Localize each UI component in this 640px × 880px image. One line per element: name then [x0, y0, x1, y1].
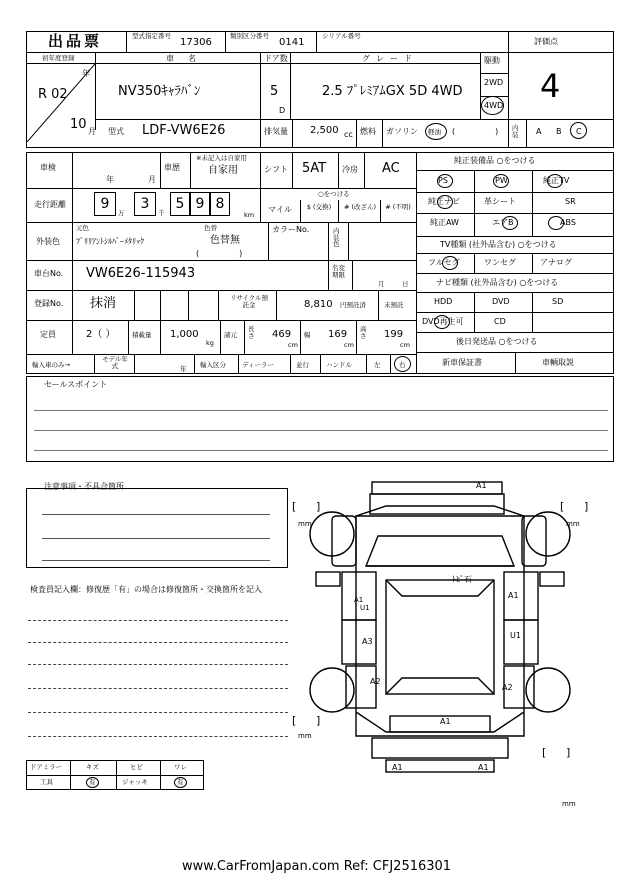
navi-r1-c2: DVD	[492, 297, 510, 306]
legend-r2: 有	[89, 778, 96, 786]
drive-4wd: 4WD	[484, 101, 504, 110]
rating-value: 4	[540, 67, 561, 105]
diag-top-label: A1	[476, 481, 487, 490]
svg-text:]: ]	[316, 500, 321, 513]
car-diagram	[290, 476, 600, 806]
shaken-month: 月	[148, 175, 156, 184]
door-label: ドア数	[264, 54, 288, 63]
chassis-label: 車台No.	[34, 269, 64, 278]
equip-r3-c3: ABS	[560, 218, 576, 227]
grade-label: グレード	[362, 54, 418, 63]
tv-item-3: アナログ	[540, 258, 572, 267]
history-note: ※未記入は自家用	[196, 154, 247, 162]
right-label: 右	[399, 361, 406, 369]
interior-c-circle	[570, 122, 587, 139]
mileage-digit-3: 5	[170, 192, 190, 216]
diag-left-mid: A3	[362, 637, 373, 646]
equip-r2-c1: 純正ナビ	[428, 197, 460, 206]
tv-fullseg-circle	[442, 256, 458, 270]
equip-pw-circle	[493, 174, 509, 188]
diag-bottom-2: A1	[478, 763, 489, 772]
drive-label: 駆動	[484, 56, 500, 65]
legend-h2: キズ	[86, 763, 99, 771]
docs-item-2: 車輌取説	[542, 358, 574, 367]
grade-value: 2.5 ﾌﾟﾚﾐｱﾑGX 5D 4WD	[322, 84, 463, 99]
navi-title: ナビ種類 (社外品含む) ○をつける	[436, 278, 559, 287]
mileage-man: 万	[118, 209, 125, 217]
inspector-line-2	[28, 642, 288, 643]
capacity-label: 定員	[40, 330, 56, 339]
equip-navi-circle	[437, 195, 453, 209]
legend-jack-circle	[174, 777, 187, 788]
equip-r2-c2: 革シート	[484, 197, 516, 206]
equip-r1-c1: PS	[438, 176, 448, 185]
left-label: 左	[374, 361, 381, 369]
ac-value: AC	[382, 161, 400, 176]
inspector-line-3	[28, 664, 288, 665]
ac-label: 冷房	[342, 165, 358, 174]
mileage-digit-5: 8	[210, 192, 230, 216]
name-change-month: 月	[378, 280, 385, 288]
footer-watermark[interactable]: www.CarFromJapan.com Ref: CFJ2516301	[182, 859, 452, 874]
first-reg-label: 初年度登録	[42, 54, 75, 62]
caution-box	[26, 488, 288, 568]
wid-label: 幅	[304, 331, 311, 339]
mile-label: マイル	[268, 205, 292, 214]
door-suffix: D	[279, 106, 286, 115]
tv-item-1: フルセグ	[428, 258, 460, 267]
reg-label: 登録No.	[34, 299, 64, 308]
chassis-value: VW6E26-115943	[86, 266, 196, 281]
history-value: 自家用	[208, 165, 238, 176]
drive-2wd: 2WD	[484, 78, 504, 87]
navi-r2-c2: CD	[494, 317, 506, 326]
color-alt-paren: ( )	[196, 249, 243, 258]
navi-r1-c3: SD	[552, 297, 564, 306]
fuel-paren: ( )	[452, 127, 499, 136]
equip-ps-circle	[437, 174, 453, 188]
inspector-label: 検査員記入欄：修復歴「有」の場合は修復箇所・交換箇所を記入	[30, 585, 262, 594]
interior-b: B	[556, 127, 562, 136]
diag-windshield: ﾄﾋﾞ石	[452, 575, 472, 584]
right-circle	[394, 356, 411, 372]
navi-r1-c1: HDD	[434, 297, 453, 306]
interior-color-label: 内装色	[333, 227, 340, 248]
equip-title: 純正装備品 ○をつける	[454, 156, 536, 165]
class-label: 類別区分番号	[230, 32, 269, 40]
fuel-light: 軽油	[428, 128, 441, 136]
parallel-label: 並行	[296, 361, 309, 369]
diag-right-rear: A2	[502, 683, 513, 692]
hei-unit: cm	[400, 341, 410, 349]
shaken-label: 車検	[40, 163, 56, 172]
recycle-status: 円預託済	[340, 301, 366, 309]
class-value: 0141	[279, 37, 305, 48]
capacity-value: 2（ ）	[86, 329, 116, 340]
color-alt-value: 色替無	[210, 235, 240, 246]
legend-h1: ドアミラー	[30, 763, 63, 771]
disp-label: 排気量	[264, 127, 288, 136]
type-value: LDF-VW6E26	[142, 123, 226, 138]
dims-label: 諸元	[224, 331, 237, 339]
inspector-line-5	[28, 712, 288, 713]
diag-bottom-1: A1	[392, 763, 403, 772]
fuel-light-circle	[425, 123, 447, 140]
sheet-title: 出品票	[48, 32, 103, 50]
equip-r3-c2: エアB	[492, 218, 514, 227]
interior-c: C	[576, 127, 582, 136]
reg-value: 抹消	[90, 296, 117, 311]
len-unit: cm	[288, 341, 298, 349]
color-orig-label: 元色	[76, 224, 89, 232]
svg-text:[: [	[292, 500, 297, 513]
color-no-label: カラーNo.	[272, 225, 310, 234]
svg-text:]: ]	[316, 714, 321, 727]
year-unit: 年	[82, 69, 90, 78]
color-label: 外装色	[36, 237, 60, 246]
name-change-label: 名変期限	[332, 264, 345, 279]
shift-label: シフト	[264, 165, 288, 174]
serial-label: シリアル番号	[322, 32, 361, 40]
inspector-line-4	[28, 688, 288, 689]
caution-label: 注意事項・不具合箇所	[44, 482, 124, 491]
mileage-sen: 千	[158, 209, 165, 217]
wid-unit: cm	[344, 341, 354, 349]
load-unit: kg	[206, 339, 214, 347]
type-label: 型式	[108, 127, 124, 136]
sales-point-label: セールスポイント	[44, 380, 108, 389]
svg-text:[: [	[292, 714, 297, 727]
model-cert-value: 17306	[180, 37, 212, 48]
import-only: 輸入車のみ→	[32, 361, 70, 369]
model-cert-label: 型式指定番号	[132, 32, 171, 40]
name-label: 車名	[166, 54, 210, 63]
first-reg-month: 10	[70, 117, 87, 132]
mm-rear-left: mm	[298, 732, 312, 740]
diag-tail: A1	[440, 717, 451, 726]
equip-tv-circle	[547, 174, 563, 188]
name-value: NV350ｷｬﾗﾊﾞﾝ	[118, 84, 201, 99]
door-value: 5	[270, 84, 279, 99]
tv-title: TV種類 (社外品含む) ○をつける	[440, 240, 557, 249]
handle-label: ハンドル	[326, 361, 352, 369]
recycle-value: 8,810	[304, 299, 333, 310]
navi-dvd-circle	[434, 315, 450, 329]
shift-value: 5AT	[302, 161, 327, 176]
legend-h3: ヒビ	[130, 763, 143, 771]
hei-value: 199	[384, 329, 404, 340]
rating-label: 評価点	[534, 37, 558, 46]
equip-abs-circle	[548, 216, 564, 230]
mm-front-right: mm	[566, 520, 580, 528]
tv-item-2: ワンセグ	[484, 258, 516, 267]
len-value: 469	[272, 329, 292, 340]
legend-r1: 工具	[40, 778, 53, 786]
exchange-label: $ (交換)	[306, 203, 332, 211]
diag-right-mid: U1	[510, 631, 521, 640]
inspector-line-1	[28, 620, 288, 621]
mileage-label: 走行距離	[34, 200, 66, 209]
diag-left-rear: A2	[370, 677, 381, 686]
disp-unit: cc	[344, 130, 353, 139]
dealer-label: ディーラー	[242, 361, 274, 369]
load-value: 1,000	[170, 329, 199, 340]
mileage-digit-2: 3	[134, 192, 156, 216]
diag-left-front-2: U1	[360, 604, 370, 612]
wid-value: 169	[328, 329, 348, 340]
legend-h4: ワレ	[174, 763, 187, 771]
name-change-day: 日	[402, 280, 409, 288]
model-year-unit: 年	[180, 365, 187, 373]
color-alt-label: 色替	[204, 224, 217, 232]
len-label: 長さ	[248, 325, 255, 340]
disp-value: 2,500	[310, 125, 339, 136]
inspector-line-6	[28, 736, 288, 737]
mileage-digit-1: 9	[94, 192, 116, 216]
equip-r2-c3: SR	[565, 197, 576, 206]
interior-a: A	[536, 127, 542, 136]
mm-rear-bottom: mm	[562, 800, 576, 806]
recycle-unpaid: 未預託	[384, 301, 404, 309]
svg-text:[: [	[542, 746, 547, 759]
interior-label: 内装	[512, 124, 519, 139]
load-label: 積載量	[132, 331, 152, 339]
diag-left-front-1: A1	[354, 596, 364, 604]
docs-title: 後日発送品 ○をつける	[456, 337, 538, 346]
diag-right-front: A1	[508, 591, 519, 600]
mileage-unit: km	[244, 211, 255, 219]
hei-label: 高さ	[360, 325, 367, 340]
fuel-label: 燃料	[360, 127, 376, 136]
equip-r3-c1: 純正AW	[430, 218, 459, 227]
color-value: ﾌﾞﾘﾘｱﾝﾄｼﾙﾊﾞｰﾒﾀﾘｯｸ	[76, 237, 144, 246]
first-reg-era: R 02	[38, 87, 68, 102]
svg-text:[: [	[560, 500, 565, 513]
recycle-label: リサイクル預託金	[229, 294, 269, 309]
check-note: ○をつける	[318, 190, 350, 198]
legend-tools-circle	[86, 777, 99, 788]
fuel-value: ガソリン	[386, 127, 418, 136]
legend-r3: ジャッキ	[122, 778, 148, 786]
legend-r4: 有	[177, 778, 184, 786]
equip-r1-c3: 純正TV	[543, 176, 570, 185]
mm-front-left: mm	[298, 520, 312, 528]
import-class-label: 輸入区分	[200, 361, 226, 369]
month-unit: 月	[88, 127, 96, 136]
history-label: 車歴	[164, 163, 180, 172]
navi-r2-c1: DVD再生可	[422, 317, 464, 326]
model-year-label: モデル年式	[102, 355, 128, 370]
tamper-label: # (改ざん)	[343, 203, 377, 211]
svg-text:]: ]	[584, 500, 589, 513]
unknown-label: # (不明)	[385, 203, 411, 211]
drive-4wd-circle	[481, 96, 504, 115]
equip-r1-c2: PW	[495, 176, 508, 185]
docs-item-1: 新車保証書	[442, 358, 482, 367]
svg-text:]: ]	[566, 746, 571, 759]
equip-airb-circle	[502, 216, 518, 230]
mileage-digit-4: 9	[190, 192, 210, 216]
shaken-year: 年	[106, 175, 114, 184]
